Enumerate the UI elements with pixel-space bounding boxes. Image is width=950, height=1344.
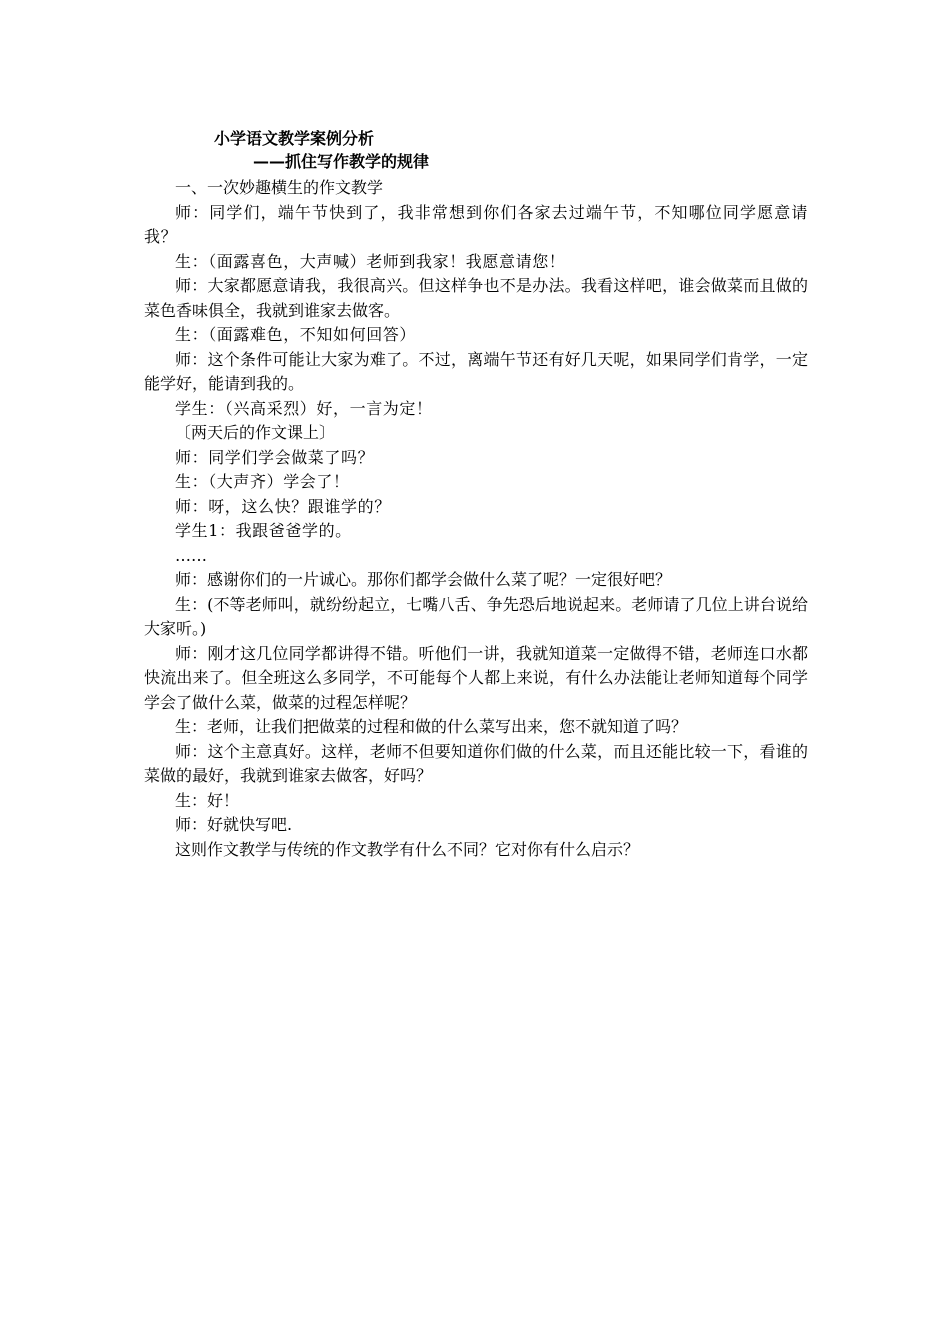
document-title: 小学语文教学案例分析 xyxy=(214,129,375,148)
dialogue-paragraph: 生：老师，让我们把做菜的过程和做的什么菜写出来，您不就知道了吗？ xyxy=(175,717,688,736)
dialogue-paragraph: 学生：（兴高采烈）好，一言为定！ xyxy=(175,398,433,418)
dialogue-paragraph: 师：好就快写吧. xyxy=(175,815,293,834)
discussion-question: 这则作文教学与传统的作文教学有什么不同？它对你有什么启示？ xyxy=(175,839,640,859)
dialogue-paragraph: 师：大家都愿意请我，我很高兴。但这样争也不是办法。我看这样吧，谁会做菜而且做的菜色香味俱全，我就到谁家去做客。 xyxy=(144,276,808,320)
dialogue-paragraph: 师：同学们学会做菜了吗？ xyxy=(175,447,375,467)
dialogue-paragraph: 师：同学们，端午节快到了，我非常想到你们各家去过端午节，不知哪位同学愿意请我？ xyxy=(144,202,808,246)
ellipsis-line: …… xyxy=(175,545,207,565)
dialogue-paragraph: 师：呀，这么快？跟谁学的？ xyxy=(175,496,391,516)
dialogue-paragraph: 师：这个主意真好。这样，老师不但要知道你们做的什么菜，而且还能比较一下，看谁的菜做的最好，我就到谁家去做客，好吗？ xyxy=(144,741,808,785)
document-subtitle: ——抓住写作教学的规律 xyxy=(253,152,430,171)
dialogue-paragraph: 生：（面露喜色，大声喊）老师到我家！我愿意请您！ xyxy=(175,251,566,271)
dialogue-paragraph: 师：感谢你们的一片诚心。那你们都学会做什么菜了呢？一定很好吧？ xyxy=(175,570,672,589)
dialogue-paragraph: 生：好！ xyxy=(175,790,240,810)
dialogue-paragraph: 学生1：我跟爸爸学的。 xyxy=(175,521,352,540)
dialogue-paragraph: 生：（面露难色，不知如何回答） xyxy=(175,325,417,344)
document-body xyxy=(144,176,808,862)
dialogue-paragraph: 生：（大声齐）学会了！ xyxy=(175,472,350,491)
stage-note: 〔两天后的作文课上〕 xyxy=(175,423,336,442)
dialogue-paragraph: 生：(不等老师叫，就纷纷起立，七嘴八舌、争先恐后地说起来。老师请了几位上讲台说给大家听。) xyxy=(144,594,808,638)
dialogue-paragraph: 师：这个条件可能让大家为难了。不过，离端午节还有好几天呢，如果同学们肯学，一定能学好，能请到我的。 xyxy=(144,349,808,393)
dialogue-paragraph: 师：刚才这几位同学都讲得不错。听他们一讲，我就知道菜一定做得不错，老师连口水都快流出来了。但全班这么多同学，不可能每个人都上来说，有什么办法能让老师知道每个同学学会了做什么菜，做菜的过程怎样呢？ xyxy=(144,643,808,712)
section-heading: 一、一次妙趣横生的作文教学 xyxy=(175,178,384,197)
